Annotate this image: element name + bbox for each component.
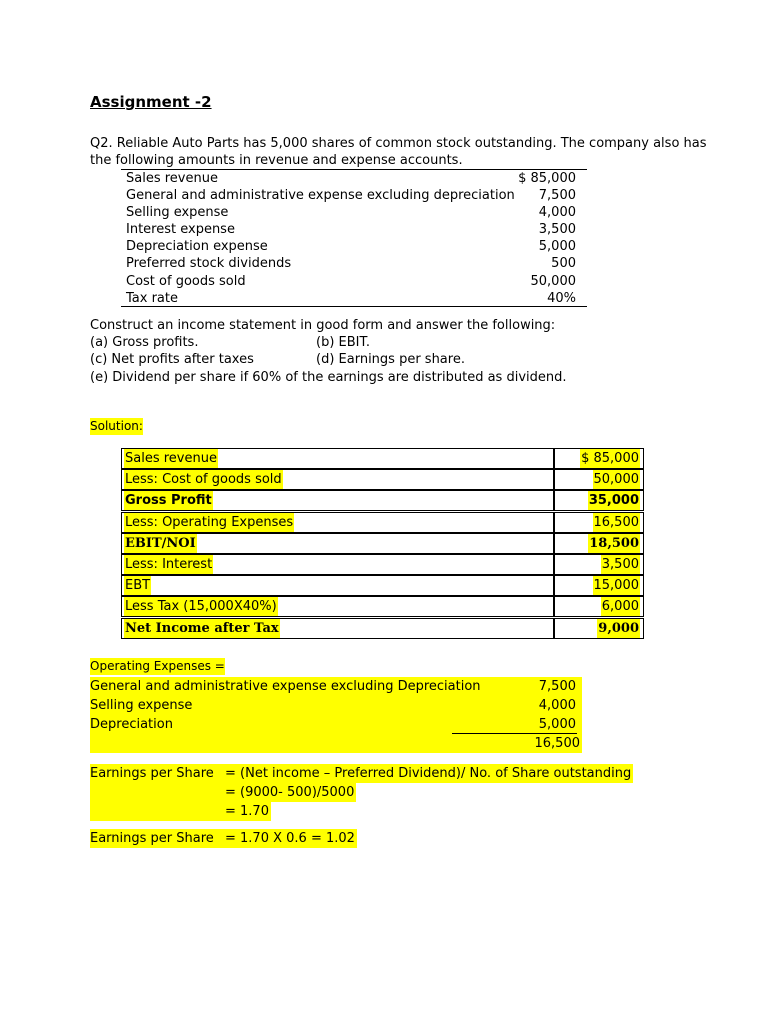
income-label: Less: Interest: [125, 556, 213, 572]
income-value-cell: [554, 575, 644, 596]
question-part-b: (b) EBIT.: [316, 335, 371, 350]
opex-label: General and administrative expense excluding Depreciation: [90, 679, 481, 694]
given-row: [126, 238, 576, 255]
eps-label: Earnings per Share: [90, 766, 214, 781]
income-value: 15,000: [593, 578, 639, 594]
income-label: Net Income after Tax: [125, 620, 279, 636]
income-label-cell: [121, 596, 554, 617]
given-row: [126, 204, 576, 221]
dps-formula: = 1.70 X 0.6 = 1.02: [225, 831, 355, 846]
given-value: $ 85,000: [518, 171, 576, 186]
opex-value: 4,000: [538, 698, 576, 713]
income-value: 35,000: [588, 493, 639, 509]
given-row: [126, 170, 576, 187]
eps-formula-line-2: = (9000- 500)/5000: [225, 785, 355, 800]
income-label: Less Tax (15,000X40%): [125, 599, 277, 615]
opex-row: [90, 696, 582, 715]
opex-value: 5,000: [538, 717, 576, 732]
given-row: [126, 221, 576, 238]
income-value-cell: [554, 554, 644, 575]
income-label: Sales revenue: [125, 451, 217, 466]
income-value: $ 85,000: [581, 451, 639, 466]
income-label-cell: [121, 490, 554, 511]
income-value: 16,500: [593, 514, 639, 530]
income-value: 3,500: [601, 556, 639, 572]
given-row: [126, 187, 576, 204]
opex-total-row: [90, 734, 582, 753]
question-part-d: (d) Earnings per share.: [316, 352, 465, 367]
income-label-cell: [121, 448, 554, 469]
opex-label: Selling expense: [90, 698, 193, 713]
income-value: 6,000: [601, 599, 639, 615]
income-value-cell: [554, 490, 644, 511]
opex-label: Depreciation: [90, 717, 173, 732]
given-row: [126, 273, 576, 290]
opex-row: [90, 677, 582, 696]
eps-formula-line-1: = (Net income – Preferred Dividend)/ No. of Share outstanding: [225, 766, 632, 781]
income-value-cell: [554, 533, 644, 554]
question-part-c: (c) Net profits after taxes: [90, 352, 254, 367]
question-part-a: (a) Gross profits.: [90, 335, 199, 350]
dps-label: Earnings per Share: [90, 831, 214, 846]
opex-row: [90, 715, 582, 734]
given-label: Selling expense: [126, 205, 229, 221]
income-label-cell: [121, 618, 554, 639]
income-value: 9,000: [598, 620, 639, 636]
opex-value: 7,500: [538, 679, 576, 694]
given-label: Tax rate: [126, 290, 178, 306]
given-data-table: [126, 170, 576, 307]
given-label: Depreciation expense: [126, 239, 268, 255]
given-label: Sales revenue: [126, 171, 218, 186]
income-value: 18,500: [589, 535, 639, 551]
given-value: 50,000: [530, 273, 576, 289]
question-intro-line-1: [90, 135, 707, 152]
question-text-1: Reliable Auto Parts has 5,000 shares of common stock outstanding. The company also has: [116, 136, 707, 151]
given-value: 4,000: [538, 205, 576, 221]
given-row: [126, 290, 576, 307]
given-value: 3,500: [538, 222, 576, 238]
eps-formula-line-3: = 1.70: [225, 804, 269, 819]
given-value: 500: [551, 256, 576, 272]
given-value: 5,000: [538, 239, 576, 255]
opex-heading: Operating Expenses =: [90, 659, 225, 673]
income-value-cell: [554, 448, 644, 469]
given-table-bottom-rule: [121, 306, 587, 307]
income-label: Less: Operating Expenses: [125, 514, 294, 530]
income-value: 50,000: [593, 472, 639, 488]
income-label-cell: [121, 533, 554, 554]
income-value-cell: [554, 512, 644, 533]
given-label: Preferred stock dividends: [126, 256, 292, 272]
income-value-cell: [554, 596, 644, 617]
income-label-cell: [121, 512, 554, 533]
question-intro-line-2: the following amounts in revenue and expense accounts.: [90, 153, 463, 168]
income-label: EBT: [125, 578, 151, 594]
income-label-cell: [121, 554, 554, 575]
income-label-cell: [121, 575, 554, 596]
opex-total: 16,500: [534, 736, 580, 751]
income-label: Gross Profit: [125, 493, 212, 509]
income-value-cell: [554, 618, 644, 639]
solution-heading: Solution:: [90, 419, 143, 433]
given-value: 40%: [547, 290, 576, 306]
question-label: Q2.: [90, 136, 113, 151]
income-value-cell: [554, 469, 644, 490]
given-row: [126, 255, 576, 272]
income-label-cell: [121, 469, 554, 490]
page-title: Assignment -2: [90, 93, 212, 111]
given-value: 7,500: [538, 188, 576, 204]
given-label: Cost of goods sold: [126, 273, 246, 289]
given-label: Interest expense: [126, 222, 235, 238]
question-instruction: Construct an income statement in good form and answer the following:: [90, 318, 556, 333]
income-label: EBIT/NOI: [125, 535, 196, 551]
question-part-e: (e) Dividend per share if 60% of the earnings are distributed as dividend.: [90, 370, 567, 385]
given-label: General and administrative expense excluding depreciation: [126, 188, 515, 204]
income-label: Less: Cost of goods sold: [125, 472, 282, 488]
